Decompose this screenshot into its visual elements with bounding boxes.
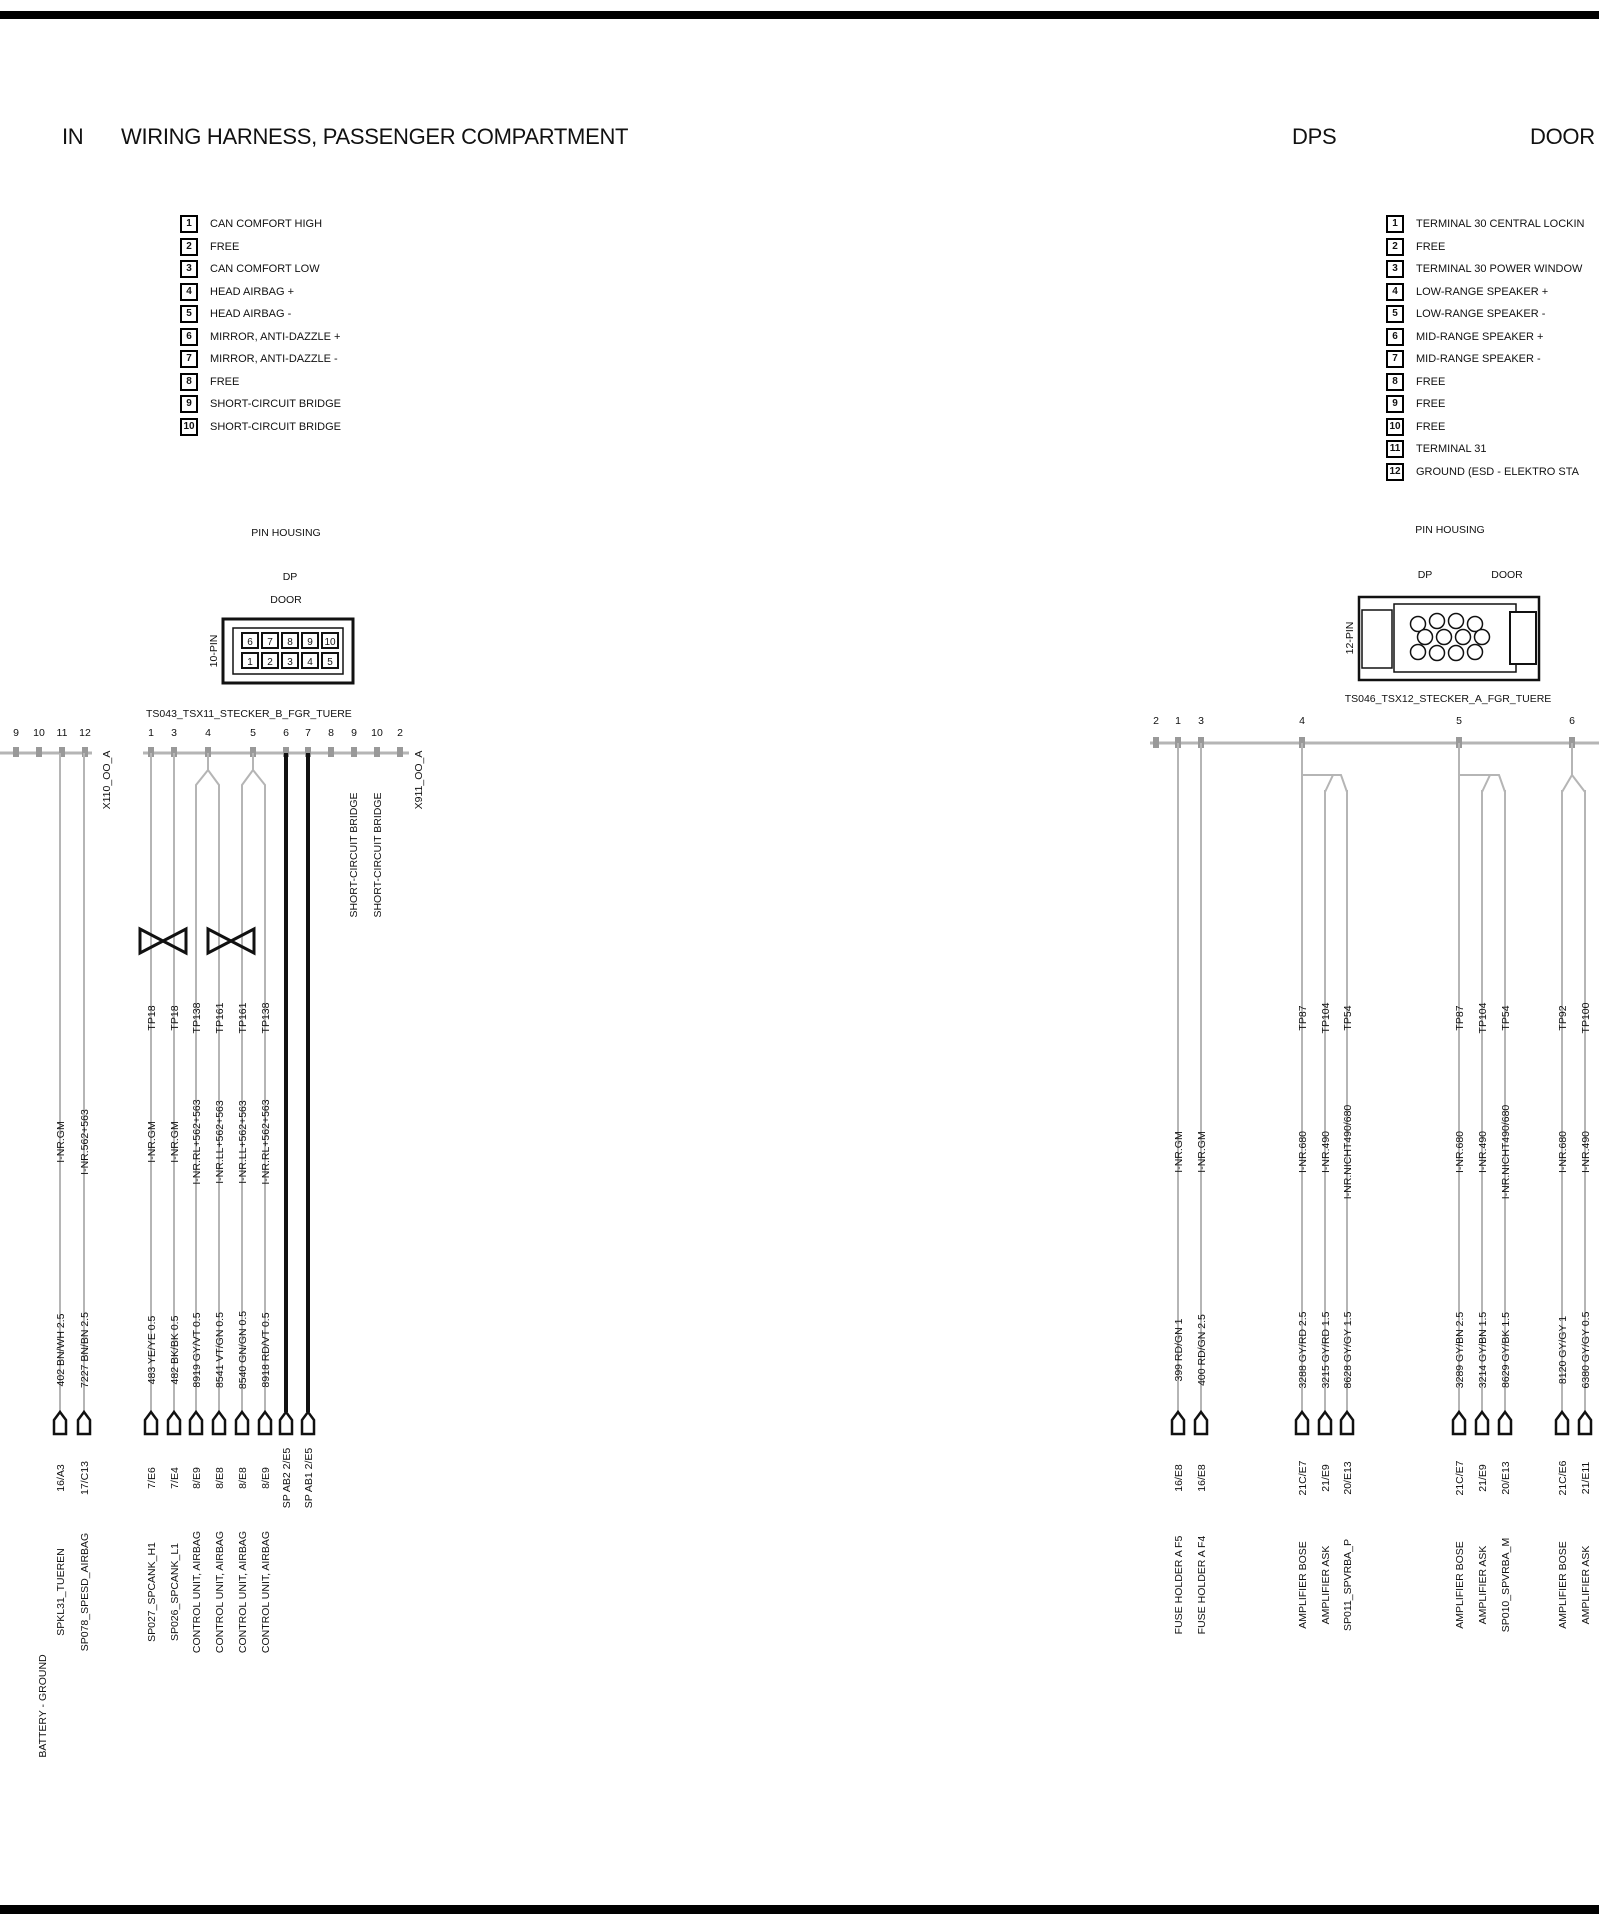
left-wire-location: 16/A3	[55, 1464, 67, 1492]
left-wire-destination-2: BATTERY - GROUND	[37, 1654, 49, 1758]
right-housing-pin	[1430, 614, 1445, 629]
wire-terminal	[145, 1412, 157, 1434]
left-wire-destination: CONTROL UNIT, AIRBAG	[260, 1530, 272, 1654]
left-connector-name: TS043_TSX11_STECKER_B_FGR_TUERE	[146, 708, 352, 720]
wire-terminal	[1453, 1412, 1465, 1434]
right-wire-harness: I-NR.680	[1557, 1130, 1569, 1174]
wire-terminal	[1195, 1412, 1207, 1434]
left-pin-label: SHORT-CIRCUIT BRIDGE	[210, 398, 341, 410]
right-pin-label: FREE	[1416, 240, 1446, 253]
right-wire-fork	[1459, 743, 1505, 792]
wire-terminal	[1172, 1412, 1184, 1434]
right-wire-harness: I-NR.GM	[1173, 1131, 1185, 1173]
right-wire-location: 20/E13	[1500, 1461, 1512, 1495]
right-connector-name: TS046_TSX12_STECKER_A_FGR_TUERE	[1344, 693, 1552, 705]
left-wire-spec: 8540 GN/GN 0.5	[237, 1310, 249, 1390]
right-wire-spec: 3214 GY/BN 1.5	[1477, 1311, 1489, 1389]
left-connector-pin-number: 8	[328, 727, 334, 739]
left-pin-housing-label: PIN HOUSING	[251, 527, 321, 539]
right-wire-location: 21/E11	[1580, 1461, 1592, 1495]
left-connector-group	[0, 527, 425, 809]
left-wire-code: TP161	[237, 1002, 249, 1034]
right-housing-pin	[1418, 630, 1433, 645]
left-connector-pin-tick	[328, 747, 334, 757]
left-connector-end-label: X911_OO_A	[413, 750, 425, 810]
right-wire-harness: I-NR.490	[1580, 1130, 1592, 1174]
bridge-label: SHORT-CIRCUIT BRIDGE	[372, 792, 384, 918]
wire-terminal	[1319, 1412, 1331, 1434]
left-connector-pin-number: 9	[351, 727, 357, 739]
right-wire-code: TP100	[1580, 1002, 1592, 1034]
left-wire-harness: I-NR.562+563	[79, 1109, 91, 1175]
wire-terminal	[78, 1412, 90, 1434]
right-wire-spec: 400 RD/GN 2.5	[1196, 1314, 1208, 1386]
wire-terminal	[236, 1412, 248, 1434]
left-door-label: DOOR	[270, 594, 302, 606]
left-pin-number: 9	[180, 395, 198, 413]
right-pin-label: FREE	[1416, 420, 1446, 433]
wire-terminal	[1476, 1412, 1488, 1434]
right-pin-number: 1	[1386, 215, 1404, 233]
left-pin-label: HEAD AIRBAG +	[210, 285, 295, 298]
left-pin-number: 8	[180, 373, 198, 391]
left-pin-label: SHORT-CIRCUIT BRIDGE	[210, 420, 341, 433]
twisted-pair-marker	[140, 929, 186, 953]
right-pin-label: TERMINAL 31	[1416, 443, 1487, 455]
labels-group	[37, 792, 1592, 1757]
left-wire-location: 7/E6	[146, 1467, 158, 1489]
right-wire-spec: 3215 GY/RD 1.5	[1320, 1311, 1332, 1389]
left-wire-spec: 482 BK/BK 0.5	[169, 1315, 181, 1385]
wire-terminal	[280, 1412, 292, 1434]
right-wire-destination: AMPLIFIER BOSE	[1454, 1541, 1466, 1629]
far-left-connector-end-label: X110_OO_A	[101, 750, 113, 810]
left-connector-pin-tick	[374, 747, 380, 757]
right-pin-housing-label: PIN HOUSING	[1415, 524, 1485, 536]
right-housing-pin	[1411, 645, 1426, 660]
right-harness-code: DPS	[1292, 124, 1337, 149]
right-wire-location: 21C/E7	[1297, 1460, 1309, 1496]
right-pin-number: 10	[1386, 418, 1404, 436]
left-wire-harness: I-NR.GM	[169, 1121, 181, 1163]
right-wire-fork	[1562, 743, 1585, 792]
right-connector-pin-number: 5	[1456, 715, 1462, 727]
right-wire-spec: 8629 GY/BK 1.5	[1500, 1312, 1512, 1388]
right-connector-pin-number: 2	[1153, 715, 1159, 727]
right-wire-location: 21C/E7	[1454, 1460, 1466, 1496]
right-housing-pin	[1430, 646, 1445, 661]
right-wire-destination: SP011_SPVRBA_P	[1342, 1538, 1354, 1632]
right-wire-destination: AMPLIFIER BOSE	[1557, 1541, 1569, 1629]
left-wire-spec: 8919 GY/VT 0.5	[191, 1312, 203, 1388]
right-wire-spec: 3288 GY/RD 2.5	[1297, 1311, 1309, 1389]
right-pin-number: 3	[1386, 260, 1404, 278]
right-pin-label: GROUND (ESD - ELEKTRO STA	[1416, 465, 1579, 478]
left-wire-location: SP AB2 2/E5	[281, 1447, 293, 1509]
right-wire-code: TP104	[1320, 1002, 1332, 1034]
right-wire-harness: I-NR.680	[1454, 1130, 1466, 1174]
left-wire-code: TP138	[260, 1002, 272, 1034]
left-connector-pin-number: 3	[171, 727, 177, 739]
right-dp-label: DP	[1417, 569, 1433, 581]
right-pin-label: MID-RANGE SPEAKER -	[1416, 353, 1541, 365]
right-wire-code: TP54	[1342, 1005, 1354, 1031]
left-connector-pin-tick	[351, 747, 357, 757]
left-wire-destination: SPKL31_TUEREN	[55, 1548, 67, 1636]
wire-terminal	[259, 1412, 271, 1434]
right-connector-pin-number: 6	[1569, 715, 1575, 727]
left-pin-label: CAN COMFORT LOW	[210, 263, 320, 275]
left-housing-pin-label: 8	[287, 637, 293, 648]
left-housing-pin-label: 2	[267, 657, 273, 668]
right-connector-latch	[1510, 612, 1536, 664]
right-wire-location: 16/E8	[1173, 1464, 1185, 1492]
far-left-connector-pin-number: 12	[79, 727, 91, 739]
left-wire-destination: CONTROL UNIT, AIRBAG	[237, 1530, 249, 1654]
right-pin-number: 6	[1386, 328, 1404, 346]
left-harness-code: IN	[62, 124, 84, 149]
left-connector-pin-number: 6	[283, 727, 289, 739]
left-housing-pin-label: 10	[324, 637, 336, 648]
left-wire-code: TP161	[214, 1002, 226, 1034]
right-wire-code: TP87	[1297, 1005, 1309, 1031]
right-wire-destination: SP010_SPVRBA_M	[1500, 1537, 1512, 1633]
left-housing-pin-label: 5	[327, 657, 333, 668]
right-wire-location: 21C/E6	[1557, 1460, 1569, 1496]
right-housing-pin	[1437, 630, 1452, 645]
right-wire-fork	[1302, 743, 1347, 792]
right-harness-title: DOOR	[1530, 124, 1595, 149]
right-connector-pin-number: 4	[1299, 715, 1305, 727]
left-pin-number: 7	[180, 350, 198, 368]
left-pin-label: HEAD AIRBAG -	[210, 308, 292, 320]
left-wire-harness: I-NR.GM	[146, 1121, 158, 1163]
far-left-connector-pin-number: 10	[33, 727, 45, 739]
left-wire-destination: CONTROL UNIT, AIRBAG	[191, 1530, 203, 1654]
wire-terminal	[168, 1412, 180, 1434]
right-wire-harness: I-NR.490	[1320, 1130, 1332, 1174]
right-pin-label: LOW-RANGE SPEAKER -	[1416, 308, 1546, 320]
right-wire-harness: I-NR.GM	[1196, 1131, 1208, 1173]
left-wire-spec: 7227 BN/BN 2.5	[79, 1312, 91, 1388]
right-wire-location: 21/E9	[1477, 1464, 1489, 1492]
wire-terminal	[1296, 1412, 1308, 1434]
left-wire-spec: 8541 VT/GN 0.5	[214, 1312, 226, 1388]
left-wire-harness: I-NR.LL+562+563	[237, 1100, 249, 1184]
right-wire-spec: 8120 GY/GY 1	[1557, 1315, 1569, 1385]
right-housing-pin	[1475, 630, 1490, 645]
right-pin-label: MID-RANGE SPEAKER +	[1416, 330, 1544, 343]
left-harness-title: WIRING HARNESS, PASSENGER COMPARTMENT	[121, 124, 629, 149]
right-pin-label: TERMINAL 30 CENTRAL LOCKIN	[1416, 218, 1585, 230]
right-wire-location: 16/E8	[1196, 1464, 1208, 1492]
wire-terminal	[54, 1412, 66, 1434]
left-connector-pin-number: 5	[250, 727, 256, 739]
right-pin-number: 4	[1386, 283, 1404, 301]
right-wire-spec: 399 RD/GN 1	[1173, 1318, 1185, 1382]
left-wire-destination: CONTROL UNIT, AIRBAG	[214, 1530, 226, 1654]
left-pin-number: 1	[180, 215, 198, 233]
left-wire-destination: SP027_SPCANK_H1	[146, 1542, 158, 1642]
left-pin-label: FREE	[210, 240, 240, 253]
left-wire-location: 8/E9	[191, 1467, 203, 1489]
bridge-label: SHORT-CIRCUIT BRIDGE	[348, 792, 360, 918]
left-pin-label: MIRROR, ANTI-DAZZLE -	[210, 353, 338, 365]
right-wire-harness: I-NR.490	[1477, 1130, 1489, 1174]
right-wire-code: TP87	[1454, 1005, 1466, 1031]
left-wire-location: 7/E4	[169, 1467, 181, 1489]
wire-terminal	[1579, 1412, 1591, 1434]
right-wire-destination: AMPLIFIER ASK	[1320, 1545, 1332, 1625]
right-wire-harness: I-NR.NICHT490/680	[1500, 1104, 1512, 1200]
right-wire-harness: I-NR.680	[1297, 1130, 1309, 1174]
left-wire-harness: I-NR.RL+562+563	[191, 1099, 203, 1185]
left-pin-number: 6	[180, 328, 198, 346]
left-connector-pin-number: 7	[305, 727, 311, 739]
left-wire-location: 8/E9	[260, 1467, 272, 1489]
right-pin-count-label: 12-PIN	[1344, 621, 1356, 655]
right-connector-pin-tick	[1153, 737, 1159, 748]
right-connector-side	[1362, 610, 1392, 668]
wires-group	[54, 743, 1591, 1434]
left-wire-harness: I-NR.GM	[55, 1121, 67, 1163]
left-pin-label: CAN COMFORT HIGH	[210, 218, 323, 230]
right-wire-destination: FUSE HOLDER A F5	[1173, 1535, 1185, 1635]
left-connector-pin-number: 2	[397, 727, 403, 739]
left-housing-pin-label: 1	[247, 657, 253, 668]
left-pin-label: FREE	[210, 375, 240, 388]
right-pin-number: 8	[1386, 373, 1404, 391]
left-wire-harness: I-NR.RL+562+563	[260, 1099, 272, 1185]
right-wire-destination: AMPLIFIER ASK	[1477, 1545, 1489, 1625]
left-pin-label: MIRROR, ANTI-DAZZLE +	[210, 330, 341, 343]
right-wire-destination: FUSE HOLDER A F4	[1196, 1535, 1208, 1635]
right-door-label: DOOR	[1491, 569, 1523, 581]
wire-terminal	[1556, 1412, 1568, 1434]
left-wire-destination: SP078_SPESD_AIRBAG	[79, 1532, 91, 1652]
wire-terminal	[190, 1412, 202, 1434]
right-wire-location: 21/E9	[1320, 1464, 1332, 1492]
right-wire-spec: 6380 GY/GY 0.5	[1580, 1311, 1592, 1389]
right-pin-label: TERMINAL 30 POWER WINDOW	[1416, 263, 1583, 275]
left-wire-destination: SP026_SPCANK_L1	[169, 1542, 181, 1642]
far-left-connector-pin-number: 9	[13, 727, 19, 739]
right-pin-number: 5	[1386, 305, 1404, 323]
left-connector-pin-number: 10	[371, 727, 383, 739]
left-wire-code: TP138	[191, 1002, 203, 1034]
left-pin-count-label: 10-PIN	[208, 634, 220, 668]
right-pin-label: FREE	[1416, 375, 1446, 388]
right-pin-number: 9	[1386, 395, 1404, 413]
left-housing-pin-label: 4	[307, 657, 313, 668]
left-wire-location: 8/E8	[214, 1467, 226, 1489]
left-pin-number: 3	[180, 260, 198, 278]
right-pin-label: LOW-RANGE SPEAKER +	[1416, 285, 1549, 298]
left-dp-label: DP	[282, 571, 298, 583]
left-housing-pin-label: 6	[247, 637, 253, 648]
right-wire-code: TP104	[1477, 1002, 1489, 1034]
far-left-connector-pin-number: 11	[56, 727, 68, 739]
left-pin-number: 4	[180, 283, 198, 301]
right-housing-pin	[1449, 614, 1464, 629]
left-wire-spec: 402 BN/WH 2.5	[55, 1313, 67, 1387]
wire-terminal	[1499, 1412, 1511, 1434]
wire-terminal	[302, 1412, 314, 1434]
right-connector-group	[1150, 524, 1599, 748]
right-wire-code: TP54	[1500, 1005, 1512, 1031]
right-wire-spec: 3289 GY/BN 2.5	[1454, 1311, 1466, 1389]
right-housing-pin	[1449, 646, 1464, 661]
far-left-connector-pin-tick	[13, 747, 19, 757]
left-connector-pin-number: 4	[205, 727, 211, 739]
left-wire-spec: 483 YE/YE 0.5	[146, 1315, 158, 1385]
right-pin-number: 12	[1386, 463, 1404, 481]
left-wire-code: TP18	[146, 1005, 158, 1031]
left-wire-location: SP AB1 2/E5	[303, 1447, 315, 1509]
right-wire-spec: 8628 GY/GY 1.5	[1342, 1311, 1354, 1389]
left-wire-fork	[196, 753, 219, 792]
left-wire-location: 17/C13	[79, 1461, 91, 1495]
wire-terminal	[1341, 1412, 1353, 1434]
twisted-pair-marker	[208, 929, 254, 953]
right-housing-pin	[1456, 630, 1471, 645]
wire-terminal	[213, 1412, 225, 1434]
left-wire-harness: I-NR.LL+562+563	[214, 1100, 226, 1184]
left-pin-number: 2	[180, 238, 198, 256]
left-connector-pin-tick	[397, 747, 403, 757]
right-wire-destination: AMPLIFIER BOSE	[1297, 1541, 1309, 1629]
right-pin-number: 11	[1386, 440, 1404, 458]
right-wire-location: 20/E13	[1342, 1461, 1354, 1495]
far-left-connector-pin-tick	[36, 747, 42, 757]
left-wire-location: 8/E8	[237, 1467, 249, 1489]
right-housing-pin	[1468, 645, 1483, 660]
right-wire-destination: AMPLIFIER ASK	[1580, 1545, 1592, 1625]
right-pin-number: 2	[1386, 238, 1404, 256]
left-housing-pin-label: 9	[307, 637, 313, 648]
left-housing-pin-label: 7	[267, 637, 273, 648]
left-pin-number: 10	[180, 418, 198, 436]
right-connector-pin-number: 1	[1175, 715, 1181, 727]
left-wire-spec: 8918 RD/VT 0.5	[260, 1312, 272, 1388]
right-wire-harness: I-NR.NICHT490/680	[1342, 1104, 1354, 1200]
right-connector-pin-number: 3	[1198, 715, 1204, 727]
right-pin-label: FREE	[1416, 398, 1446, 410]
right-wire-code: TP92	[1557, 1005, 1569, 1031]
right-pin-number: 7	[1386, 350, 1404, 368]
left-housing-pin-label: 3	[287, 657, 293, 668]
left-wire-fork	[242, 753, 265, 792]
left-connector-pin-number: 1	[148, 727, 154, 739]
left-pin-number: 5	[180, 305, 198, 323]
left-wire-code: TP18	[169, 1005, 181, 1031]
